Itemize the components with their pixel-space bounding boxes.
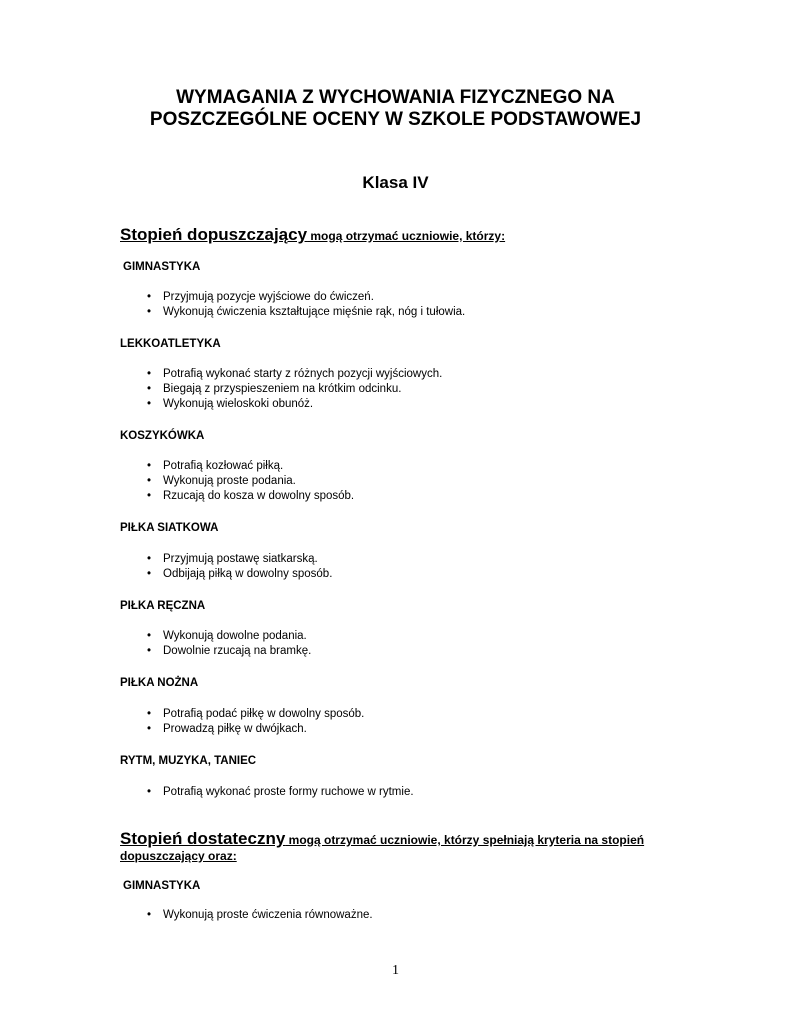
section-list-pilka-siatkowa xyxy=(147,552,332,582)
section-title-lekkoatletyka: LEKKOATLETYKA xyxy=(120,338,221,350)
grade-description-line-2: dopuszczający oraz: xyxy=(120,849,237,863)
list-item xyxy=(147,290,465,305)
list-item-text: Potrafią wykonać proste formy ruchowe w rytmie. xyxy=(163,786,414,798)
section-title-pilka-siatkowa: PIŁKA SIATKOWA xyxy=(120,522,219,534)
section-title-gimnastyka: GIMNASTYKA xyxy=(123,261,201,273)
bullet-icon: • xyxy=(147,553,152,565)
bullet-icon: • xyxy=(147,490,152,502)
list-item xyxy=(147,629,311,644)
list-item-text: Wykonują proste podania. xyxy=(163,475,296,487)
list-item xyxy=(147,567,332,582)
section-list-gimnastyka-2 xyxy=(147,908,373,923)
bullet-icon: • xyxy=(147,645,152,657)
bullet-icon: • xyxy=(147,723,152,735)
list-item xyxy=(147,785,414,800)
list-item-text: Rzucają do kosza w dowolny sposób. xyxy=(163,490,355,502)
list-item xyxy=(147,908,373,923)
title-line-1: WYMAGANIA Z WYCHOWANIA FIZYCZNEGO NA xyxy=(176,87,615,108)
class-heading: Klasa IV xyxy=(362,173,429,192)
list-item-text: Przyjmują pozycje wyjściowe do ćwiczeń. xyxy=(163,291,374,303)
section-title-gimnastyka-2: GIMNASTYKA xyxy=(123,880,201,892)
list-item-text: Wykonują ćwiczenia kształtujące mięśnie rąk, nóg i tułowia. xyxy=(163,306,466,318)
bullet-icon: • xyxy=(147,630,152,642)
section-list-lekkoatletyka xyxy=(147,367,442,412)
list-item xyxy=(147,474,354,489)
section-title-koszykowka: KOSZYKÓWKA xyxy=(120,430,205,442)
list-item-text: Potrafią kozłować piłką. xyxy=(163,460,284,472)
section-title-pilka-nozna: PIŁKA NOŻNA xyxy=(120,677,199,689)
list-item-text: Przyjmują postawę siatkarską. xyxy=(163,553,318,565)
grade-heading-line-1 xyxy=(120,831,680,848)
title-line-2: POSZCZEGÓLNE OCENY W SZKOLE PODSTAWOWEJ xyxy=(149,109,642,130)
section-title-rytm-muzyka-taniec: RYTM, MUZYKA, TANIEC xyxy=(120,755,257,767)
section-list-gimnastyka xyxy=(147,290,465,320)
list-item xyxy=(147,382,442,397)
list-item-text: Potrafią wykonać starty z różnych pozycji wyjściowych. xyxy=(163,368,443,380)
bullet-icon: • xyxy=(147,291,152,303)
bullet-icon: • xyxy=(147,368,152,380)
list-item-text: Wykonują proste ćwiczenia równoważne. xyxy=(163,909,373,921)
section-list-pilka-reczna xyxy=(147,629,311,659)
list-item-text: Wykonują dowolne podania. xyxy=(163,630,307,642)
list-item xyxy=(147,644,311,659)
section-title-pilka-reczna: PIŁKA RĘCZNA xyxy=(120,600,206,612)
list-item-text: Biegają z przyspieszeniem na krótkim odcinku. xyxy=(163,383,402,395)
bullet-icon: • xyxy=(147,398,152,410)
list-item-text: Potrafią podać piłkę w dowolny sposób. xyxy=(163,708,365,720)
document-title xyxy=(0,87,791,131)
list-item-text: Dowolnie rzucają na bramkę. xyxy=(163,645,312,657)
section-list-pilka-nozna xyxy=(147,707,364,737)
bullet-icon: • xyxy=(147,306,152,318)
list-item xyxy=(147,722,364,737)
bullet-icon: • xyxy=(147,708,152,720)
grade-description-line-1: mogą otrzymać uczniowie, którzy spełniają kryteria na stopień xyxy=(285,833,645,847)
bullet-icon: • xyxy=(147,909,152,921)
grade-name: Stopień dopuszczający xyxy=(120,225,308,244)
list-item-text: Odbijają piłką w dowolny sposób. xyxy=(163,568,333,580)
list-item xyxy=(147,397,442,412)
grade-description: mogą otrzymać uczniowie, którzy: xyxy=(307,229,506,243)
list-item xyxy=(147,552,332,567)
list-item xyxy=(147,707,364,722)
bullet-icon: • xyxy=(147,475,152,487)
bullet-icon: • xyxy=(147,786,152,798)
grade-heading-dostateczny xyxy=(120,831,680,864)
list-item xyxy=(147,367,442,382)
list-item-text: Prowadzą piłkę w dwójkach. xyxy=(163,723,307,735)
list-item-text: Wykonują wieloskoki obunóż. xyxy=(163,398,314,410)
list-item xyxy=(147,489,354,504)
bullet-icon: • xyxy=(147,568,152,580)
page-number: 1 xyxy=(392,963,399,978)
grade-heading-dopuszczajacy xyxy=(120,225,680,246)
list-item xyxy=(147,305,465,320)
grade-name: Stopień dostateczny xyxy=(120,829,286,848)
bullet-icon: • xyxy=(147,383,152,395)
list-item xyxy=(147,459,354,474)
bullet-icon: • xyxy=(147,460,152,472)
section-list-koszykowka xyxy=(147,459,354,504)
section-list-rytm-muzyka-taniec xyxy=(147,785,414,800)
